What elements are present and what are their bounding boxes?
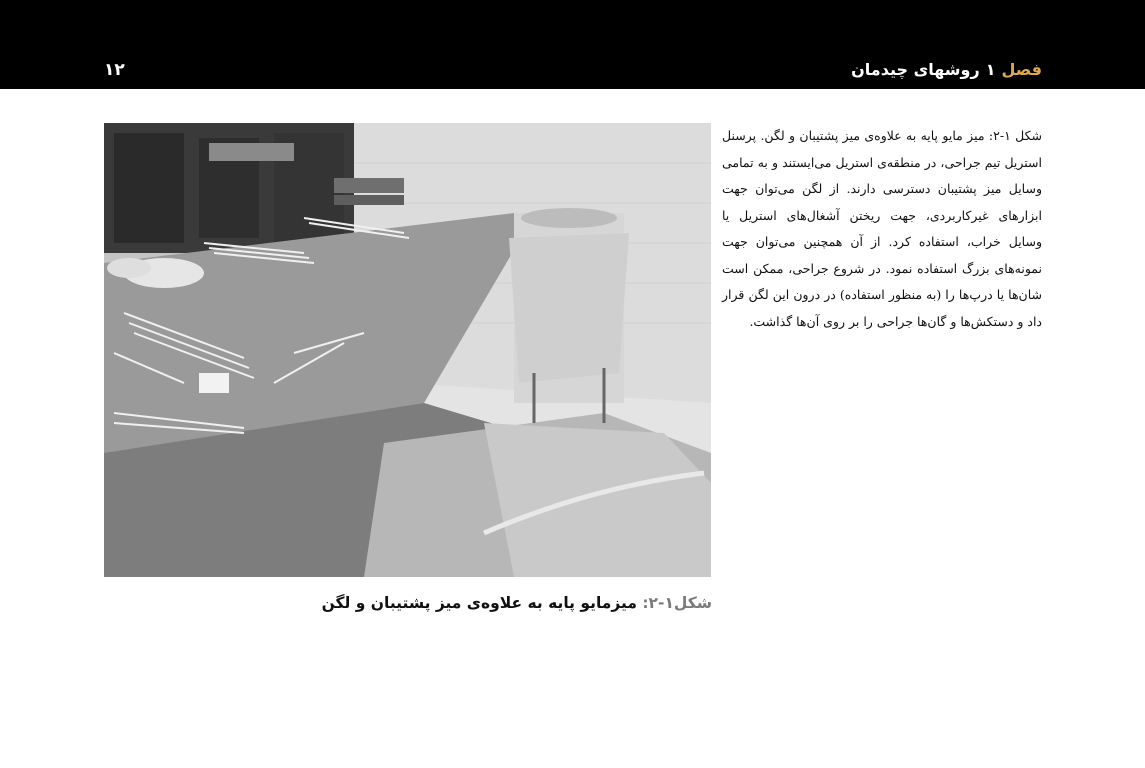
chapter-number: ۱ [985,60,996,79]
chapter-title: روشهای چیدمان [851,60,980,79]
figure-caption [290,594,712,612]
figure-caption-label: شکل۱-۲: [642,594,712,612]
figure-description: شکل ۱-۲: میز مایو پایه به علاوه‌ی میز پشتیبان و لگن. پرسنل استریل تیم جراحی، در منطقه‌ی استریل می‌ایستند و به تمامی وسایل میز پشتیبان دسترسی دارند. از لگن می‌توان جهت ابزارهای غیرکاربردی، جهت ریختن آشغال‌های استریل یا وسایل خراب، استفاده کرد. از آن همچنین می‌توان جهت نمونه‌های بزرگ استفاده نمود. در شروع جراحی، ممکن است شان‌ها یا درپ‌ها را (به منظور استفاده) در درون این لگن قرار داد و دستکش‌ها و گان‌ها جراحی را بر روی آن‌ها گذاشت. [722,128,1043,329]
figure-photo [104,123,711,577]
chapter-heading [851,60,1042,79]
page-number: ۱۲ [104,60,125,80]
figure-caption-text: میزمایو پایه به علاوه‌ی میز پشتیبان و لگن [321,594,643,612]
page-header [0,0,1145,89]
chapter-label: فصل [1001,60,1042,79]
